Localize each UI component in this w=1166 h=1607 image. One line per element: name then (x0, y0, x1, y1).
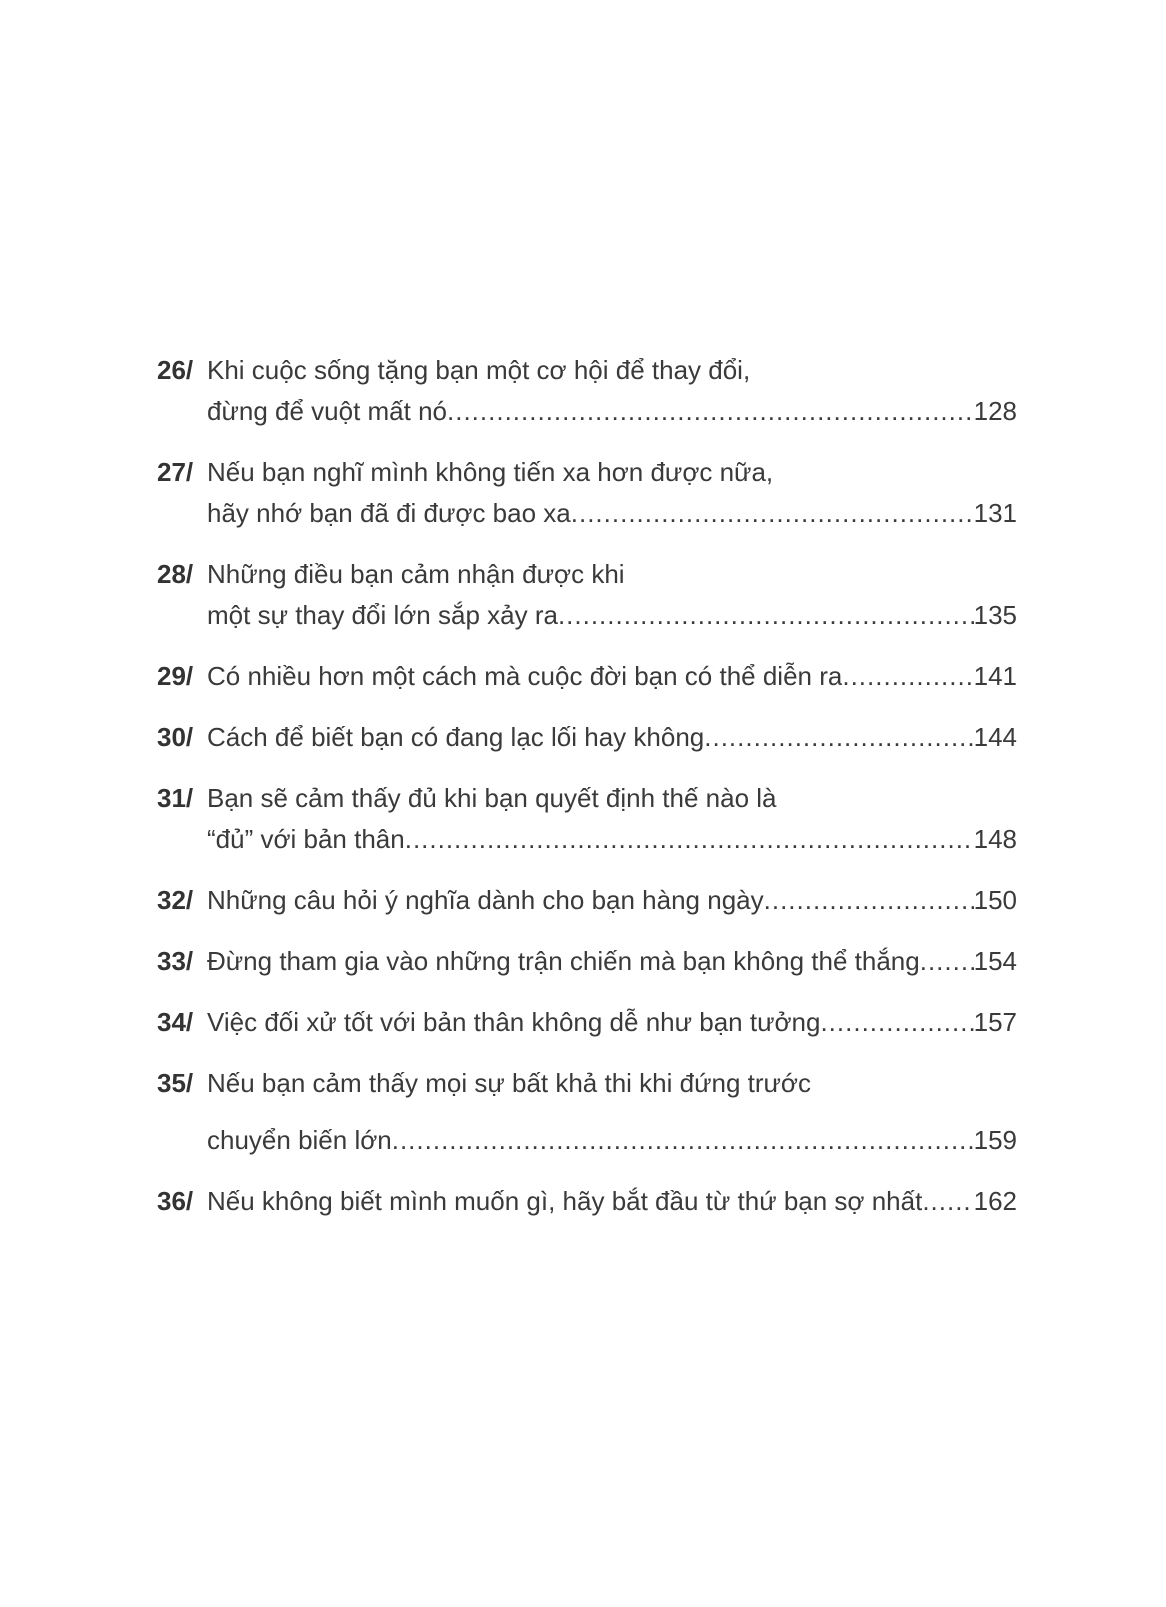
dot-leader (922, 1181, 973, 1222)
toc-list (157, 350, 1017, 1242)
chapter-title: một sự thay đổi lớn sắp xảy ra (207, 600, 558, 630)
toc-entry-36 (157, 1181, 1017, 1222)
toc-entry-30 (157, 717, 1017, 758)
chapter-title: hãy nhớ bạn đã đi được bao xa (207, 498, 571, 528)
chapter-title: Những câu hỏi ý nghĩa dành cho bạn hàng ngày (207, 885, 764, 915)
chapter-title: Bạn sẽ cảm thấy đủ khi bạn quyết định thế nào là (207, 783, 777, 813)
toc-line (157, 1181, 1017, 1222)
page-number: 141 (973, 661, 1017, 691)
chapter-title: Việc đối xử tốt với bản thân không dễ như bạn tưởng (207, 1007, 821, 1037)
toc-line (157, 880, 1017, 921)
toc-line (157, 595, 1017, 636)
page-number: 135 (973, 600, 1017, 630)
toc-entry-34 (157, 1002, 1017, 1043)
dot-leader (405, 819, 974, 860)
chapter-title: Đừng tham gia vào những trận chiến mà bạn không thể thắng (207, 946, 920, 976)
toc-line (157, 1002, 1017, 1043)
chapter-number: 36/ (157, 1186, 194, 1216)
chapter-title: Có nhiều hơn một cách mà cuộc đời bạn có thể diễn ra (207, 661, 843, 691)
toc-line (157, 941, 1017, 982)
toc-entry-33 (157, 941, 1017, 982)
page-number: 159 (973, 1125, 1017, 1155)
chapter-number: 35/ (157, 1068, 194, 1098)
toc-entry-26 (157, 350, 1017, 432)
dot-leader (558, 595, 974, 636)
toc-line (157, 391, 1017, 432)
page-number: 150 (973, 885, 1017, 915)
toc-entry-29 (157, 656, 1017, 697)
toc-line (157, 717, 1017, 758)
toc-line (157, 819, 1017, 860)
toc-line (157, 452, 1017, 493)
toc-line (157, 656, 1017, 697)
chapter-number: 33/ (157, 946, 194, 976)
chapter-number: 29/ (157, 661, 194, 691)
toc-entry-28 (157, 554, 1017, 636)
chapter-title: Nếu không biết mình muốn gì, hãy bắt đầu từ thứ bạn sợ nhất (207, 1186, 923, 1216)
page-number: 154 (973, 946, 1017, 976)
chapter-title: Nếu bạn cảm thấy mọi sự bất khả thi khi đứng trước (207, 1068, 811, 1098)
page-number: 148 (973, 824, 1017, 854)
page-number: 144 (973, 722, 1017, 752)
toc-entry-32 (157, 880, 1017, 921)
dot-leader (764, 880, 974, 921)
toc-entry-35 (157, 1063, 1017, 1161)
chapter-number: 28/ (157, 559, 194, 589)
toc-line (157, 493, 1017, 534)
chapter-title: Cách để biết bạn có đang lạc lối hay không (207, 722, 705, 752)
toc-line (157, 1063, 1017, 1104)
chapter-title: “đủ” với bản thân (207, 824, 405, 854)
page-number: 162 (973, 1186, 1017, 1216)
dot-leader (447, 391, 974, 432)
page-number: 128 (973, 396, 1017, 426)
dot-leader (392, 1120, 974, 1161)
dot-leader (920, 941, 974, 982)
chapter-title: chuyển biến lớn (207, 1125, 392, 1155)
page-number: 157 (973, 1007, 1017, 1037)
dot-leader (704, 717, 973, 758)
toc-entry-31 (157, 778, 1017, 860)
dot-leader (820, 1002, 973, 1043)
toc-line (157, 350, 1017, 391)
toc-entry-27 (157, 452, 1017, 534)
chapter-title: đừng để vuột mất nó (207, 396, 448, 426)
chapter-number: 27/ (157, 457, 194, 487)
chapter-number: 34/ (157, 1007, 194, 1037)
chapter-title: Khi cuộc sống tặng bạn một cơ hội để thay đổi, (207, 355, 751, 385)
dot-leader (571, 493, 974, 534)
chapter-number: 30/ (157, 722, 194, 752)
dot-leader (842, 656, 973, 697)
page-number: 131 (973, 498, 1017, 528)
toc-line (157, 554, 1017, 595)
chapter-number: 32/ (157, 885, 194, 915)
chapter-number: 26/ (157, 355, 194, 385)
toc-line (157, 1120, 1017, 1161)
chapter-title: Nếu bạn nghĩ mình không tiến xa hơn được nữa, (207, 457, 774, 487)
toc-line (157, 778, 1017, 819)
chapter-title: Những điều bạn cảm nhận được khi (207, 559, 625, 589)
chapter-number: 31/ (157, 783, 194, 813)
